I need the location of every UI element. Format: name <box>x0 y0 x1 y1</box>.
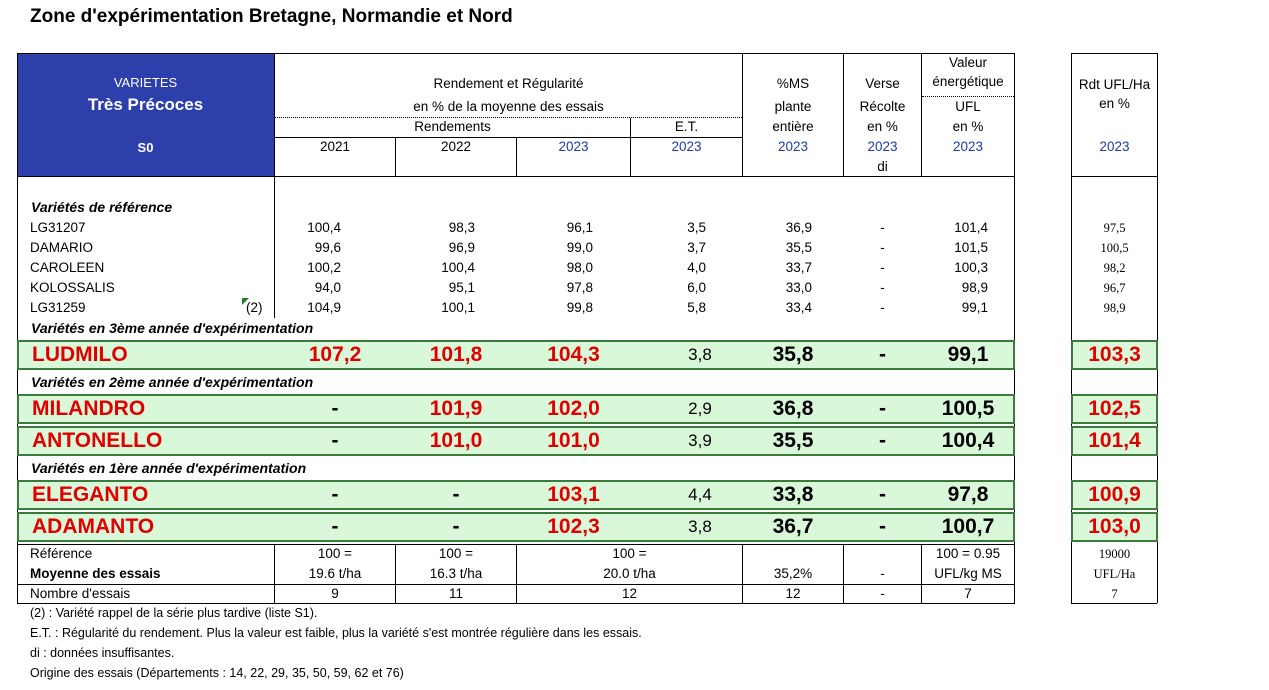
reference-variety-name: CAROLEEN <box>30 260 105 275</box>
section-2nd-year: Variétés en 2ème année d'expérimentation <box>31 374 314 390</box>
reference-cell-verse: - <box>880 280 885 295</box>
reference-cell-rdt: 98,2 <box>1103 261 1126 275</box>
highlight-cell-v2021: - <box>331 483 339 506</box>
highlight-cell-v2022: 101,0 <box>429 429 483 452</box>
reference-cell-v2023: 99,8 <box>566 300 593 315</box>
rdt-frame-top <box>1071 53 1157 54</box>
highlight-cell-v2023: 102,3 <box>547 515 600 538</box>
highlight-cell-v2023: 104,3 <box>547 343 600 366</box>
highlight-cell-v2021: - <box>331 397 339 420</box>
highlight-variety-name: LUDMILO <box>32 343 128 366</box>
page-title: Zone d'expérimentation Bretagne, Normandie et Nord <box>30 6 513 27</box>
reference-cell-et: 4,0 <box>687 260 706 275</box>
varietes-label: VARIETES <box>113 75 178 90</box>
footer-reference-label: Référence <box>30 546 93 561</box>
footer-moy-rdt: UFL/Ha <box>1093 567 1136 581</box>
valeur-label-4: en % <box>952 119 984 134</box>
section-3rd-year: Variétés en 3ème année d'expérimentation <box>31 320 314 336</box>
year-2023-ufl: 2023 <box>952 139 984 154</box>
row-sep <box>275 137 742 138</box>
reference-variety-name: LG31207 <box>30 220 86 235</box>
reference-cell-et: 5,8 <box>687 300 706 315</box>
reference-cell-ufl: 98,9 <box>961 280 988 295</box>
highlight-cell-et: 3,8 <box>688 345 712 364</box>
highlight-cell-rdt: 100,9 <box>1088 483 1141 506</box>
highlight-cell-ufl: 100,4 <box>941 429 995 452</box>
section-1st-year: Variétés en 1ère année d'expérimentation <box>31 460 307 476</box>
reference-cell-et: 6,0 <box>687 280 706 295</box>
highlight-cell-ufl: 97,8 <box>947 483 989 506</box>
footer-n-2022: 11 <box>448 586 463 601</box>
reference-cell-v2022: 100,1 <box>441 300 475 315</box>
reference-variety-name: DAMARIO <box>30 240 94 255</box>
highlight-cell-v2023: 103,1 <box>547 483 600 506</box>
highlight-cell-v2021: 107,2 <box>308 343 362 366</box>
footer-moy-ms: 35,2% <box>773 566 813 581</box>
footer-bottom <box>17 603 1015 604</box>
highlight-cell-ms: 35,5 <box>772 429 814 452</box>
reference-cell-v2021: 100,2 <box>307 260 341 275</box>
highlight-cell-verse: - <box>879 483 886 506</box>
ms-label-1: %MS <box>776 76 810 91</box>
reference-cell-et: 3,5 <box>687 220 706 235</box>
footer-moy-ufl: UFL/kg MS <box>934 566 1002 581</box>
valeur-label-3: UFL <box>955 99 981 114</box>
rendement-title: Rendement et Régularité <box>433 76 584 91</box>
footer-moy-verse: - <box>880 566 885 581</box>
footer-ref-rdt: 19000 <box>1098 547 1131 561</box>
reference-cell-rdt: 98,9 <box>1103 301 1126 315</box>
rdt-footer-bottom <box>1071 603 1157 604</box>
reference-cell-v2023: 96,1 <box>566 220 593 235</box>
varieties-header <box>17 53 274 176</box>
year-2023-et: 2023 <box>671 139 702 154</box>
reference-cell-v2023: 97,8 <box>566 280 593 295</box>
reference-cell-v2021: 104,9 <box>307 300 341 315</box>
year-2023: 2023 <box>558 139 589 154</box>
highlight-cell-v2022: - <box>452 515 460 538</box>
reference-cell-ms: 33,4 <box>785 300 812 315</box>
note-origine: Origine des essais (Départements : 14, 22, 29, 35, 50, 59, 62 et 76) <box>30 666 404 680</box>
highlight-cell-et: 3,8 <box>688 517 712 536</box>
reference-cell-v2022: 95,1 <box>448 280 475 295</box>
highlight-cell-v2022: 101,9 <box>429 397 483 420</box>
highlight-cell-v2021: - <box>331 515 339 538</box>
year-2023-verse: 2023 <box>867 139 898 154</box>
reference-variety-note: (2) <box>246 300 263 315</box>
highlight-cell-ms: 33,8 <box>772 483 814 506</box>
footer-ref-2022: 100 = <box>438 546 474 561</box>
highlight-variety-name: ADAMANTO <box>32 515 155 538</box>
highlight-cell-verse: - <box>879 343 886 366</box>
verse-label-3: en % <box>867 119 898 134</box>
header-bottom <box>17 176 1015 177</box>
reference-variety-name: LG31259 <box>30 300 86 315</box>
footer-ref-2023: 100 = <box>612 546 647 561</box>
note-et: E.T. : Régularité du rendement. Plus la valeur est faible, plus la variété s'est montrée régulière dans les essais. <box>30 626 642 640</box>
reference-cell-ufl: 100,3 <box>954 260 988 275</box>
reference-cell-ms: 33,7 <box>785 260 812 275</box>
footer-n-verse: - <box>880 586 885 601</box>
footer-moyenne-label: Moyenne des essais <box>30 566 161 581</box>
reference-cell-verse: - <box>880 300 885 315</box>
note-rappel: (2) : Variété rappel de la série plus tardive (liste S1). <box>30 606 318 620</box>
highlight-cell-et: 4,4 <box>688 485 712 504</box>
year-2022: 2022 <box>440 139 472 154</box>
dotted-separator <box>922 96 1014 97</box>
footer-n-2021: 9 <box>331 586 339 601</box>
reference-cell-v2021: 94,0 <box>314 280 341 295</box>
footer-n-rdt: 7 <box>1111 587 1118 601</box>
dotted-separator <box>275 117 742 118</box>
rendement-subtitle: en % de la moyenne des essais <box>413 99 604 114</box>
rdt-header-bottom <box>1071 176 1157 177</box>
series-label: S0 <box>137 140 154 155</box>
highlight-cell-verse: - <box>879 397 886 420</box>
highlight-cell-v2022: 101,8 <box>429 343 483 366</box>
year-2023-rdt: 2023 <box>1099 139 1130 154</box>
reference-cell-ufl: 99,1 <box>961 300 988 315</box>
ms-label-2: plante <box>774 99 812 114</box>
reference-cell-verse: - <box>880 240 885 255</box>
reference-cell-ms: 36,9 <box>785 220 812 235</box>
highlight-cell-rdt: 102,5 <box>1088 397 1141 420</box>
highlight-cell-verse: - <box>879 515 886 538</box>
section-reference: Variétés de référence <box>31 199 173 215</box>
highlight-cell-v2021: - <box>331 429 339 452</box>
footer-nombre-label: Nombre d'essais <box>30 586 131 601</box>
di-label: di <box>877 159 888 174</box>
reference-cell-et: 3,7 <box>687 240 706 255</box>
highlight-cell-v2023: 102,0 <box>547 397 600 420</box>
verse-label-1: Verse <box>865 76 900 91</box>
reference-cell-rdt: 100,5 <box>1100 241 1129 255</box>
highlight-cell-ms: 36,7 <box>772 515 814 538</box>
footer-n-2023: 12 <box>621 586 638 601</box>
reference-cell-ufl: 101,5 <box>954 240 988 255</box>
highlight-cell-et: 2,9 <box>688 399 712 418</box>
highlight-cell-verse: - <box>879 429 886 452</box>
footer-ref-ufl: 100 = 0.95 <box>935 546 1001 561</box>
ms-label-3: entière <box>772 119 814 134</box>
highlight-cell-rdt: 103,0 <box>1088 515 1141 538</box>
reference-cell-verse: - <box>880 220 885 235</box>
year-2023-ms: 2023 <box>777 139 809 154</box>
highlight-cell-v2023: 101,0 <box>547 429 600 452</box>
highlight-cell-ufl: 100,7 <box>941 515 995 538</box>
footer-moy-2022: 16.3 t/ha <box>429 566 483 581</box>
reference-cell-verse: - <box>880 260 885 275</box>
highlight-cell-rdt: 101,4 <box>1088 429 1141 452</box>
highlight-variety-name: ANTONELLO <box>32 429 163 452</box>
highlight-cell-et: 3,9 <box>688 431 712 450</box>
reference-cell-ufl: 101,4 <box>954 220 988 235</box>
year-2021: 2021 <box>319 139 351 154</box>
verse-label-2: Récolte <box>859 99 906 114</box>
highlight-cell-ms: 35,8 <box>772 343 814 366</box>
reference-cell-v2021: 100,4 <box>307 220 341 235</box>
reference-cell-ms: 33,0 <box>785 280 812 295</box>
reference-cell-v2022: 100,4 <box>441 260 475 275</box>
reference-cell-rdt: 96,7 <box>1103 281 1126 295</box>
reference-cell-v2023: 99,0 <box>566 240 593 255</box>
note-di: di : données insuffisantes. <box>30 646 175 660</box>
footer-ref-2021: 100 = <box>317 546 353 561</box>
valeur-label-2: énergétique <box>932 74 1004 89</box>
highlight-cell-rdt: 103,3 <box>1088 343 1141 366</box>
rendements-label: Rendements <box>414 119 491 134</box>
highlight-cell-ufl: 99,1 <box>947 343 989 366</box>
reference-cell-v2021: 99,6 <box>314 240 341 255</box>
footer-n-ms: 12 <box>785 586 801 601</box>
highlight-cell-ms: 36,8 <box>772 397 814 420</box>
highlight-variety-name: MILANDRO <box>32 397 146 420</box>
valeur-label-1: Valeur <box>948 55 988 70</box>
highlight-cell-v2022: - <box>452 483 460 506</box>
footer-n-ufl: 7 <box>964 586 972 601</box>
footer-moy-2021: 19.6 t/ha <box>308 566 362 581</box>
reference-cell-rdt: 97,5 <box>1103 221 1126 235</box>
reference-cell-v2022: 98,3 <box>448 220 475 235</box>
frame-top <box>17 53 1015 54</box>
highlight-variety-name: ELEGANTO <box>32 483 149 506</box>
highlight-cell-ufl: 100,5 <box>941 397 995 420</box>
reference-cell-v2022: 96,9 <box>448 240 475 255</box>
footer-moy-2023: 20.0 t/ha <box>603 566 656 581</box>
group-label: Très Précoces <box>87 95 204 114</box>
rdt-label-2: en % <box>1099 96 1130 111</box>
et-label: E.T. <box>674 119 699 134</box>
reference-cell-v2023: 98,0 <box>566 260 593 275</box>
reference-cell-ms: 35,5 <box>785 240 812 255</box>
rdt-label-1: Rdt UFL/Ha <box>1078 77 1151 92</box>
reference-variety-name: KOLOSSALIS <box>30 280 115 295</box>
